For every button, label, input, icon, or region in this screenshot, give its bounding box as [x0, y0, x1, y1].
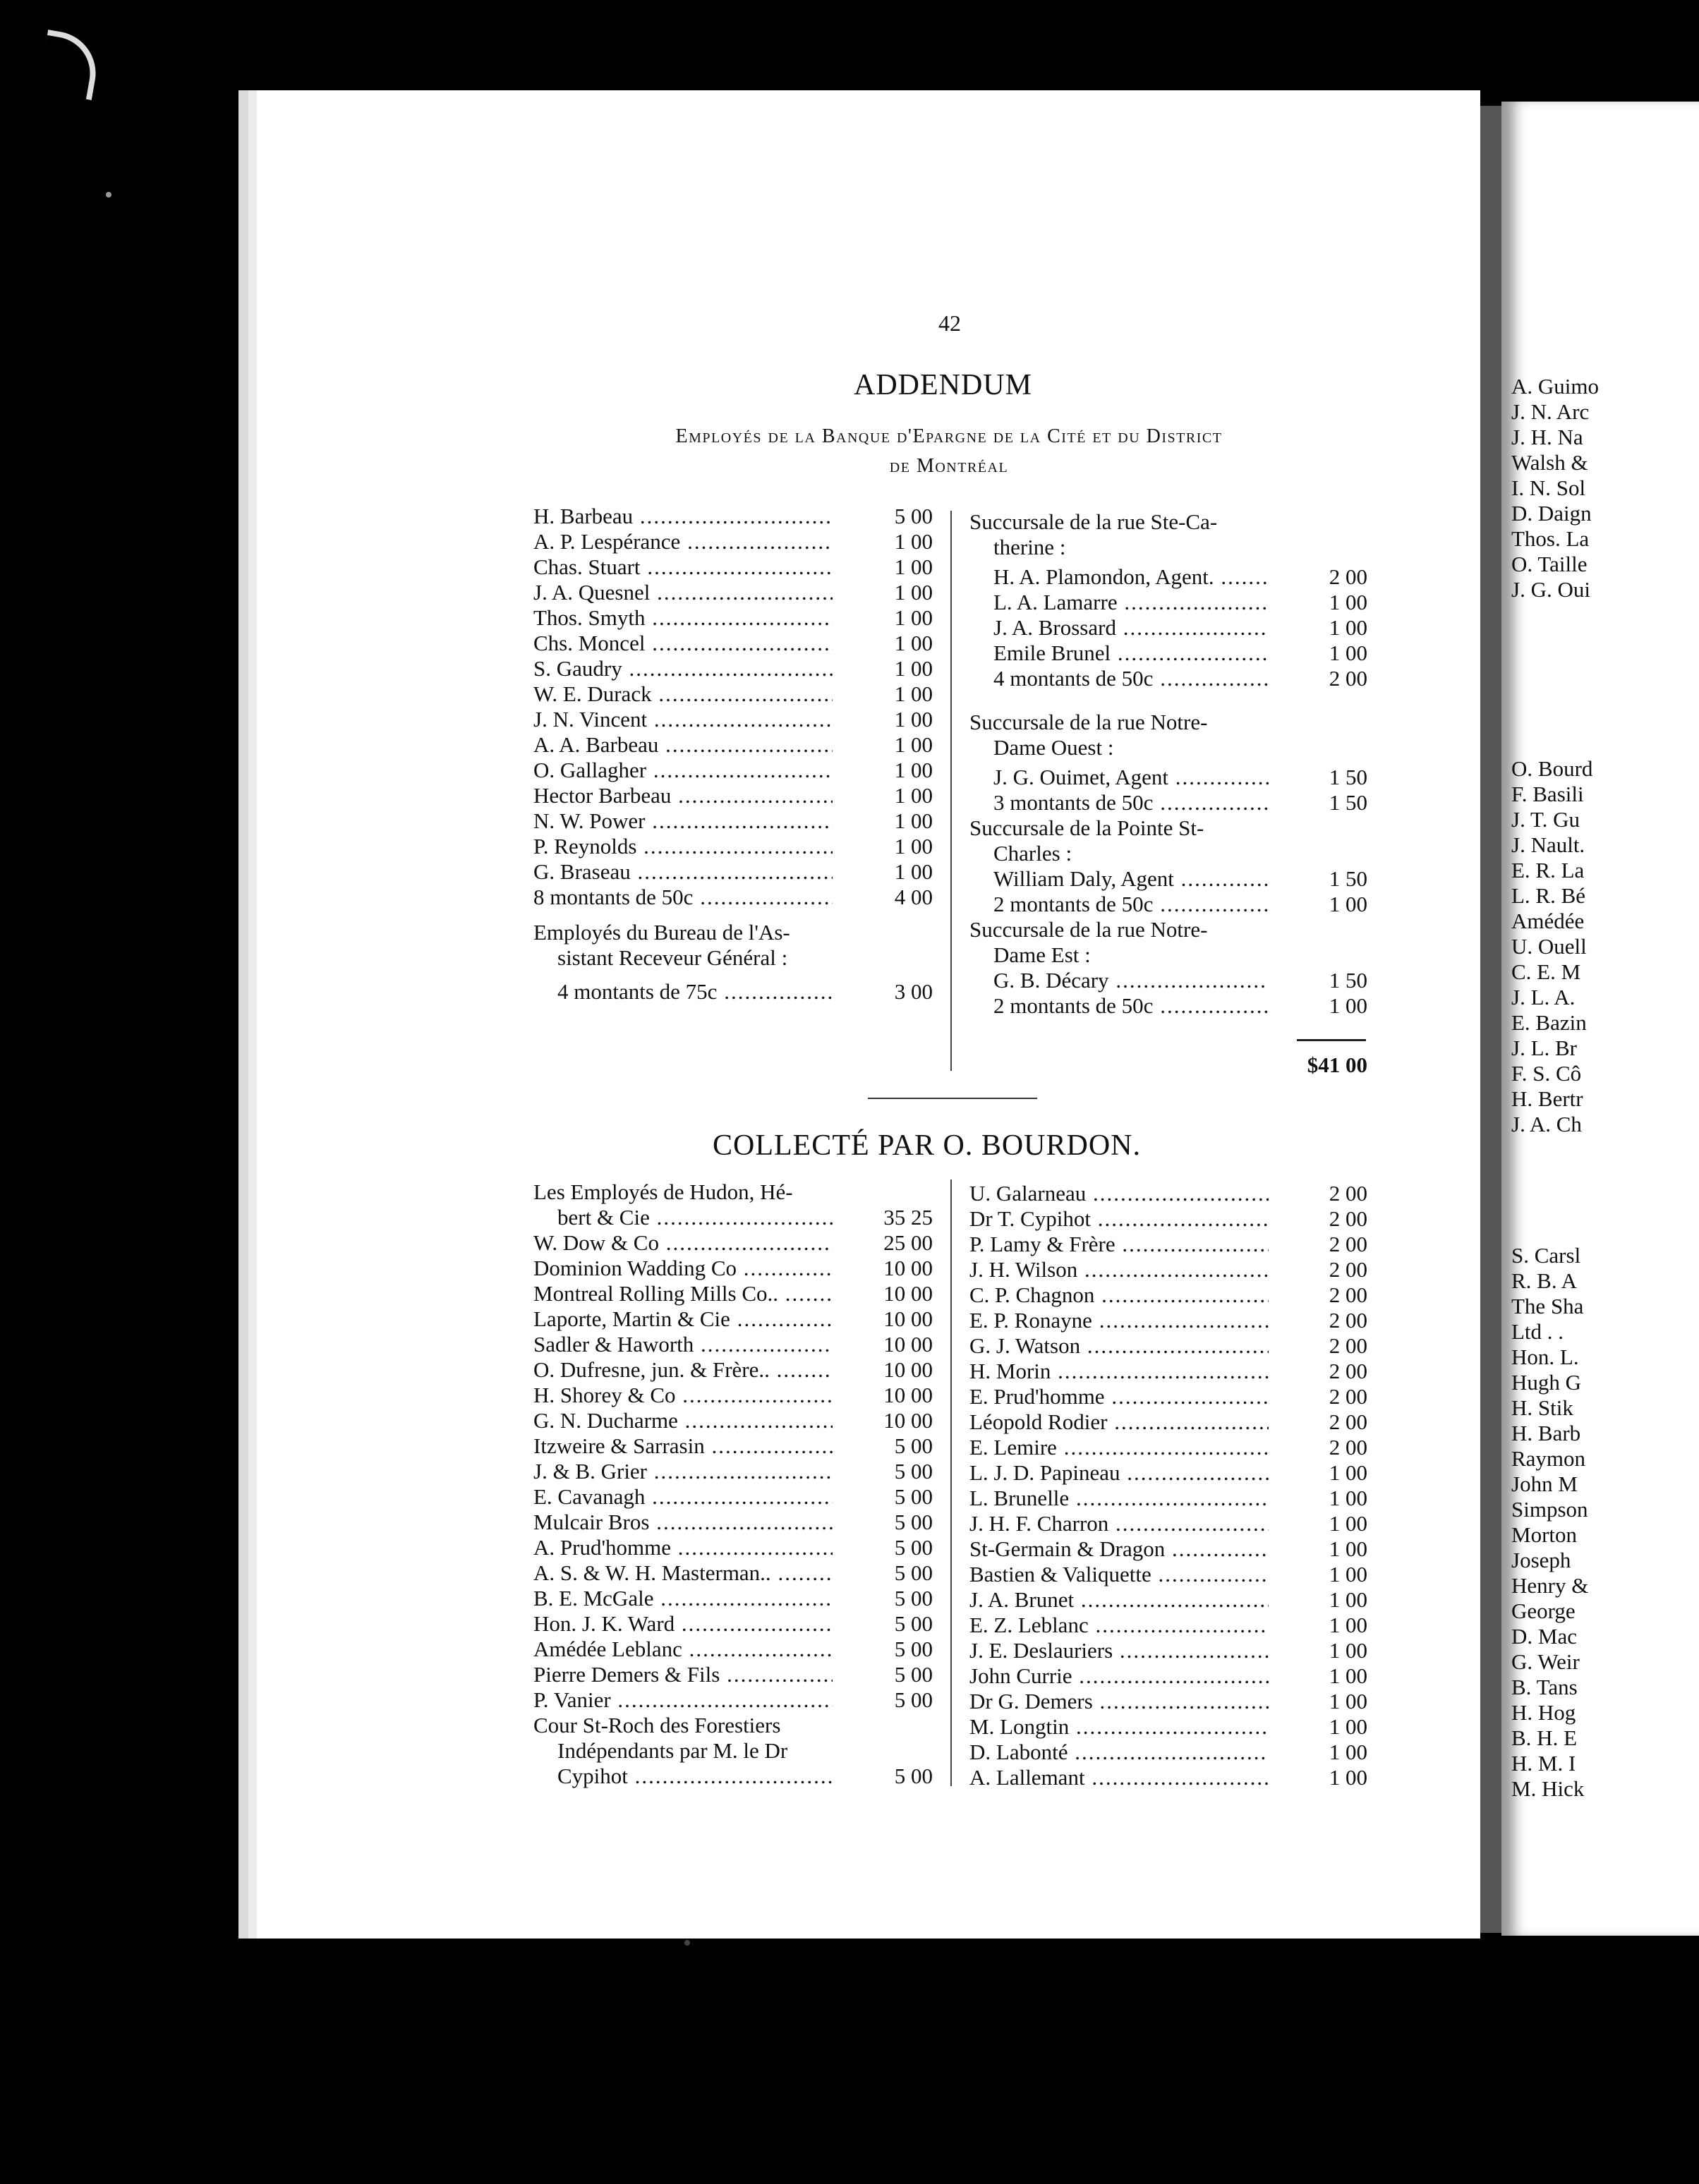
branch-heading: Succursale de la rue Ste-Ca- — [969, 509, 1218, 534]
collecte-entry-name: A. Prud'homme ..... — [533, 1535, 833, 1560]
branch-entry — [993, 993, 1269, 1024]
facing-page-line: Raymon — [1511, 1446, 1586, 1471]
addendum-entry-amount: 1 00 — [894, 580, 933, 605]
facing-page-line: H. Barb — [1511, 1421, 1581, 1445]
collecte-entry-name: U. Galarneau ..... — [969, 1181, 1269, 1206]
addendum-entry-amount: 5 00 — [894, 504, 933, 528]
collecte-entry-name: E. Z. Leblanc ..... — [969, 1613, 1269, 1638]
facing-page-line: Amédée — [1511, 909, 1585, 933]
collecte-entry-amount: 5 00 — [894, 1637, 933, 1661]
collecte-entry-name: Laporte, Martin & Cie ..... — [533, 1306, 833, 1332]
addendum-entry-name: A. P. Lespérance ..... — [533, 529, 833, 554]
addendum-entry-amount: 1 00 — [894, 808, 933, 833]
collecte-entry-amount: 2 00 — [1329, 1409, 1367, 1434]
facing-page-line: F. S. Cô — [1511, 1061, 1582, 1086]
collecte-entry-amount: 5 00 — [894, 1560, 933, 1585]
addendum-entry — [533, 885, 833, 916]
collecte-entry-name: A. S. & W. H. Masterman.. ..... — [533, 1560, 833, 1586]
branch-entry — [993, 666, 1269, 697]
addendum-subtitle-line2: de Montréal — [889, 455, 1009, 477]
addendum-total: $41 00 — [1307, 1052, 1367, 1077]
collecte-entry-name: E. Lemire ..... — [969, 1435, 1269, 1460]
book-gutter — [1480, 106, 1501, 1933]
branch-heading: Succursale de la rue Notre- — [969, 710, 1208, 734]
collecte-entry-name: H. Morin ..... — [969, 1359, 1269, 1384]
addendum-entry-name: Hector Barbeau ..... — [533, 783, 833, 808]
addendum-entry-name: O. Gallagher ..... — [533, 758, 833, 783]
branch-entry-amount: 2 00 — [1329, 564, 1367, 589]
addendum-entry-name: H. Barbeau ..... — [533, 504, 833, 529]
branch-entry-name: J. G. Ouimet, Agent ..... — [993, 765, 1269, 790]
collecte-entry-amount: 2 00 — [1329, 1435, 1367, 1460]
bureau-heading: sistant Receveur Général : — [557, 945, 788, 970]
addendum-entry-name: J. A. Quesnel ..... — [533, 580, 833, 605]
collecte-entry-name: Sadler & Haworth ..... — [533, 1332, 833, 1357]
left-page — [238, 90, 1480, 1939]
addendum-entry-name: G. Braseau ..... — [533, 859, 833, 885]
collecte-entry-amount: 10 00 — [883, 1256, 933, 1280]
facing-page-line: O. Taille — [1511, 552, 1588, 576]
collecte-entry-amount: 35 25 — [883, 1205, 933, 1230]
facing-page-line: J. L. A. — [1511, 985, 1576, 1009]
facing-page-line: D. Mac — [1511, 1624, 1577, 1649]
addendum-entry-name: J. N. Vincent ..... — [533, 707, 833, 732]
facing-page-line: S. Carsl — [1511, 1243, 1581, 1268]
collecte-entry-line: Cour St-Roch des Forestiers — [533, 1713, 781, 1737]
facing-page-line: Joseph — [1511, 1548, 1571, 1572]
speck — [684, 1940, 690, 1946]
collecte-entry-name: L. J. D. Papineau ..... — [969, 1460, 1269, 1486]
addendum-entry-amount: 1 00 — [894, 732, 933, 757]
collecte-entry-name: E. Prud'homme ..... — [969, 1384, 1269, 1409]
facing-page-line: O. Bourd — [1511, 756, 1593, 781]
collecte-entry-name: J. & B. Grier ..... — [533, 1459, 833, 1484]
branch-heading: Succursale de la Pointe St- — [969, 815, 1204, 840]
collecte-entry-name: J. E. Deslauriers ..... — [969, 1638, 1269, 1663]
collecte-entry-amount: 5 00 — [894, 1535, 933, 1560]
addendum-entry-amount: 1 00 — [894, 681, 933, 706]
collecte-entry-amount: 5 00 — [894, 1687, 933, 1712]
facing-page-line: A. Guimo — [1511, 374, 1599, 399]
collecte-entry-name: D. Labonté ..... — [969, 1740, 1269, 1765]
collecte-entry-name: Dr T. Cypihot ..... — [969, 1206, 1269, 1232]
addendum-entry-name: Chs. Moncel ..... — [533, 631, 833, 656]
bureau-entry-amount: 3 00 — [894, 979, 933, 1004]
bureau-entry-name: 4 montants de 75c ..... — [557, 979, 833, 1005]
collecte-entry-name: Dr G. Demers ..... — [969, 1689, 1269, 1714]
addendum-entry-amount: 1 00 — [894, 859, 933, 884]
collecte-entry-amount: 5 00 — [894, 1586, 933, 1610]
branch-heading: therine : — [993, 535, 1066, 559]
collecte-entry-amount: 1 00 — [1329, 1486, 1367, 1510]
collecte-entry-name: G. J. Watson ..... — [969, 1333, 1269, 1359]
facing-page-line: H. M. I — [1511, 1751, 1576, 1776]
collecte-entry-amount: 5 00 — [894, 1510, 933, 1534]
branch-entry-name: G. B. Décary ..... — [993, 968, 1269, 993]
branch-entry-name: 4 montants de 50c ..... — [993, 666, 1269, 691]
collecte-entry-amount: 10 00 — [883, 1357, 933, 1382]
branch-entry-name: L. A. Lamarre ..... — [993, 590, 1269, 615]
collecte-entry-amount: 1 00 — [1329, 1511, 1367, 1536]
facing-page-line: Simpson — [1511, 1497, 1588, 1522]
collecte-entry-amount: 2 00 — [1329, 1181, 1367, 1206]
facing-page-line: Ltd . . — [1511, 1319, 1564, 1344]
addendum-entry-name: N. W. Power ..... — [533, 808, 833, 834]
collecte-entry-name: P. Lamy & Frère ..... — [969, 1232, 1269, 1257]
speck — [106, 192, 111, 198]
collecte-entry-name: B. E. McGale ..... — [533, 1586, 833, 1611]
facing-page-line: H. Bertr — [1511, 1086, 1583, 1111]
branch-entry-name: 2 montants de 50c ..... — [993, 892, 1269, 917]
facing-page-line: H. Hog — [1511, 1700, 1576, 1725]
total-rule — [1297, 1039, 1366, 1041]
addendum-entry-amount: 1 00 — [894, 529, 933, 554]
addendum-entry-amount: 1 00 — [894, 783, 933, 808]
page-curl-mark — [37, 30, 102, 100]
facing-page-line: E. R. La — [1511, 858, 1585, 882]
collecte-entry-name: C. P. Chagnon ..... — [969, 1282, 1269, 1308]
facing-page-line: L. R. Bé — [1511, 883, 1586, 908]
column-divider-addendum — [950, 511, 952, 1071]
collecte-entry-amount: 10 00 — [883, 1306, 933, 1331]
collecte-entry-name: H. Shorey & Co ..... — [533, 1383, 833, 1408]
addendum-entry-amount: 1 00 — [894, 554, 933, 579]
addendum-entry-name: 8 montants de 50c ..... — [533, 885, 833, 910]
collecte-entry — [969, 1765, 1269, 1796]
collecte-entry-name: O. Dufresne, jun. & Frère.. ..... — [533, 1357, 833, 1383]
collecte-entry-amount: 1 00 — [1329, 1613, 1367, 1637]
collecte-entry-name: M. Longtin ..... — [969, 1714, 1269, 1740]
collecte-entry-amount: 10 00 — [883, 1383, 933, 1407]
collecte-entry-line: Les Employés de Hudon, Hé- — [533, 1179, 793, 1204]
facing-page-line: Walsh & — [1511, 450, 1588, 475]
collecte-entry-amount: 1 00 — [1329, 1536, 1367, 1561]
collecte-title: COLLECTÉ PAR O. BOURDON. — [713, 1129, 1141, 1162]
facing-page-line: Henry & — [1511, 1573, 1589, 1598]
addendum-title: ADDENDUM — [854, 369, 1032, 401]
addendum-entry-amount: 1 00 — [894, 631, 933, 655]
facing-page-line: Thos. La — [1511, 526, 1590, 551]
branch-entry-amount: 1 00 — [1329, 615, 1367, 640]
addendum-entry-amount: 1 00 — [894, 834, 933, 859]
collecte-entry-amount: 1 00 — [1329, 1765, 1367, 1790]
collecte-entry-name: P. Vanier ..... — [533, 1687, 833, 1713]
facing-page-line: J. N. Arc — [1511, 399, 1590, 424]
collecte-entry-amount: 25 00 — [883, 1230, 933, 1255]
facing-page-line: J. A. Ch — [1511, 1112, 1582, 1136]
facing-page-line: The Sha — [1511, 1294, 1584, 1318]
collecte-entry-name: Léopold Rodier ..... — [969, 1409, 1269, 1435]
branch-entry-amount: 1 00 — [1329, 590, 1367, 614]
facing-page-line: George — [1511, 1598, 1576, 1623]
collecte-entry-name: E. P. Ronayne ..... — [969, 1308, 1269, 1333]
facing-page-line: R. B. A — [1511, 1268, 1578, 1293]
collecte-entry-amount: 1 00 — [1329, 1714, 1367, 1739]
collecte-entry-amount: 5 00 — [894, 1611, 933, 1636]
collecte-entry-name: J. H. F. Charron ..... — [969, 1511, 1269, 1536]
bureau-entry — [557, 979, 833, 1010]
addendum-subtitle-line1: Employés de la Banque d'Epargne de la Cité et du District — [675, 425, 1223, 447]
collecte-entry-amount: 2 00 — [1329, 1384, 1367, 1409]
collecte-entry-amount: 2 00 — [1329, 1308, 1367, 1333]
branch-entry-name: William Daly, Agent ..... — [993, 866, 1269, 892]
addendum-entry-amount: 1 00 — [894, 758, 933, 782]
collecte-entry-name: W. Dow & Co ..... — [533, 1230, 833, 1256]
facing-page-line: J. G. Oui — [1511, 577, 1590, 602]
collecte-entry-name: Itzweire & Sarrasin ..... — [533, 1433, 833, 1459]
branch-entry-name: 3 montants de 50c ..... — [993, 790, 1269, 815]
addendum-entry-amount: 1 00 — [894, 656, 933, 681]
collecte-entry-amount: 5 00 — [894, 1433, 933, 1458]
branch-heading: Dame Ouest : — [993, 735, 1114, 760]
collecte-entry-amount: 10 00 — [883, 1332, 933, 1357]
facing-page-line: D. Daign — [1511, 501, 1592, 526]
facing-page-line: M. Hick — [1511, 1776, 1585, 1801]
branch-entry-amount: 1 50 — [1329, 765, 1367, 789]
branch-heading: Dame Est : — [993, 942, 1091, 967]
collecte-entry-name: E. Cavanagh ..... — [533, 1484, 833, 1510]
section-rule — [868, 1098, 1037, 1099]
collecte-entry-name: Amédée Leblanc ..... — [533, 1637, 833, 1662]
collecte-entry-amount: 10 00 — [883, 1408, 933, 1433]
branch-heading: Charles : — [993, 841, 1072, 866]
collecte-entry-amount: 2 00 — [1329, 1333, 1367, 1358]
collecte-entry-amount: 1 00 — [1329, 1689, 1367, 1713]
collecte-entry-amount: 1 00 — [1329, 1638, 1367, 1663]
collecte-entry-amount: 2 00 — [1329, 1206, 1367, 1231]
collecte-entry-name: bert & Cie ..... — [557, 1205, 833, 1230]
facing-page-line: U. Ouell — [1511, 934, 1587, 959]
collecte-entry-name: Cypihot ..... — [557, 1764, 833, 1789]
facing-page-line: F. Basili — [1511, 782, 1584, 806]
facing-page-line: B. Tans — [1511, 1675, 1578, 1699]
collecte-entry-name: Mulcair Bros ..... — [533, 1510, 833, 1535]
addendum-entry-name: P. Reynolds ..... — [533, 834, 833, 859]
collecte-entry-amount: 5 00 — [894, 1484, 933, 1509]
collecte-entry-name: J. H. Wilson ..... — [969, 1257, 1269, 1282]
collecte-entry-amount: 2 00 — [1329, 1257, 1367, 1282]
addendum-entry-name: Thos. Smyth ..... — [533, 605, 833, 631]
facing-page-line: Hugh G — [1511, 1370, 1582, 1395]
addendum-entry-name: S. Gaudry ..... — [533, 656, 833, 681]
collecte-entry-name: Hon. J. K. Ward ..... — [533, 1611, 833, 1637]
facing-page-line: John M — [1511, 1472, 1578, 1496]
collecte-entry-amount: 1 00 — [1329, 1663, 1367, 1688]
collecte-entry-amount: 10 00 — [883, 1281, 933, 1306]
addendum-entry-amount: 1 00 — [894, 707, 933, 732]
facing-page-line: I. N. Sol — [1511, 475, 1586, 500]
branch-entry-name: Emile Brunel ..... — [993, 641, 1269, 666]
branch-entry-amount: 1 50 — [1329, 790, 1367, 815]
collecte-entry-amount: 1 00 — [1329, 1460, 1367, 1485]
facing-page-line: J. H. Na — [1511, 425, 1583, 449]
collecte-entry-name: John Currie ..... — [969, 1663, 1269, 1689]
collecte-entry-name: J. A. Brunet ..... — [969, 1587, 1269, 1613]
collecte-entry-name: A. Lallemant ..... — [969, 1765, 1269, 1790]
addendum-entry-name: A. A. Barbeau ..... — [533, 732, 833, 758]
facing-page-line: H. Stik — [1511, 1395, 1573, 1420]
branch-entry-amount: 1 50 — [1329, 968, 1367, 993]
collecte-entry-line: Indépendants par M. le Dr — [557, 1738, 788, 1763]
collecte-entry-name: L. Brunelle ..... — [969, 1486, 1269, 1511]
collecte-entry-amount: 1 00 — [1329, 1562, 1367, 1587]
branch-heading: Succursale de la rue Notre- — [969, 917, 1208, 942]
collecte-entry-name: Dominion Wadding Co ..... — [533, 1256, 833, 1281]
facing-page-line: Morton — [1511, 1522, 1577, 1547]
facing-page-line: E. Bazin — [1511, 1010, 1587, 1035]
facing-page-line: J. T. Gu — [1511, 807, 1580, 832]
addendum-entry-name: W. E. Durack ..... — [533, 681, 833, 707]
branch-entry-amount: 1 00 — [1329, 892, 1367, 916]
collecte-entry-amount: 5 00 — [894, 1459, 933, 1484]
collecte-entry-amount: 5 00 — [894, 1662, 933, 1687]
branch-entry-amount: 1 50 — [1329, 866, 1367, 891]
collecte-entry-amount: 2 00 — [1329, 1232, 1367, 1256]
branch-entry-amount: 1 00 — [1329, 993, 1367, 1018]
addendum-subtitle — [572, 422, 1326, 481]
facing-page-line: C. E. M — [1511, 959, 1581, 984]
facing-page-line: J. Nault. — [1511, 832, 1585, 857]
addendum-entry-amount: 1 00 — [894, 605, 933, 630]
facing-page-line: J. L. Br — [1511, 1036, 1577, 1060]
addendum-entry-amount: 4 00 — [894, 885, 933, 909]
page-number: 42 — [938, 310, 961, 336]
addendum-entry-name: Chas. Stuart ..... — [533, 554, 833, 580]
branch-entry-name: 2 montants de 50c ..... — [993, 993, 1269, 1019]
branch-entry-amount: 2 00 — [1329, 666, 1367, 691]
collecte-entry-name: Pierre Demers & Fils ..... — [533, 1662, 833, 1687]
collecte-entry-amount: 5 00 — [894, 1764, 933, 1788]
collecte-entry-amount: 1 00 — [1329, 1587, 1367, 1612]
collecte-entry-amount: 2 00 — [1329, 1359, 1367, 1383]
branch-entry-name: H. A. Plamondon, Agent. ..... — [993, 564, 1269, 590]
facing-page-line: G. Weir — [1511, 1649, 1580, 1674]
facing-page-line: Hon. L. — [1511, 1345, 1579, 1369]
collecte-entry-amount: 2 00 — [1329, 1282, 1367, 1307]
collecte-entry-name: Montreal Rolling Mills Co.. ..... — [533, 1281, 833, 1306]
column-divider-collecte — [950, 1179, 952, 1786]
collecte-entry-name: G. N. Ducharme ..... — [533, 1408, 833, 1433]
branch-entry-amount: 1 00 — [1329, 641, 1367, 665]
facing-page-line: B. H. E — [1511, 1725, 1577, 1750]
collecte-entry-name: Bastien & Valiquette ..... — [969, 1562, 1269, 1587]
collecte-entry-amount: 1 00 — [1329, 1740, 1367, 1764]
collecte-entry — [557, 1764, 833, 1795]
bureau-heading: Employés du Bureau de l'As- — [533, 920, 790, 945]
branch-entry-name: J. A. Brossard ..... — [993, 615, 1269, 641]
collecte-entry-name: St-Germain & Dragon ..... — [969, 1536, 1269, 1562]
